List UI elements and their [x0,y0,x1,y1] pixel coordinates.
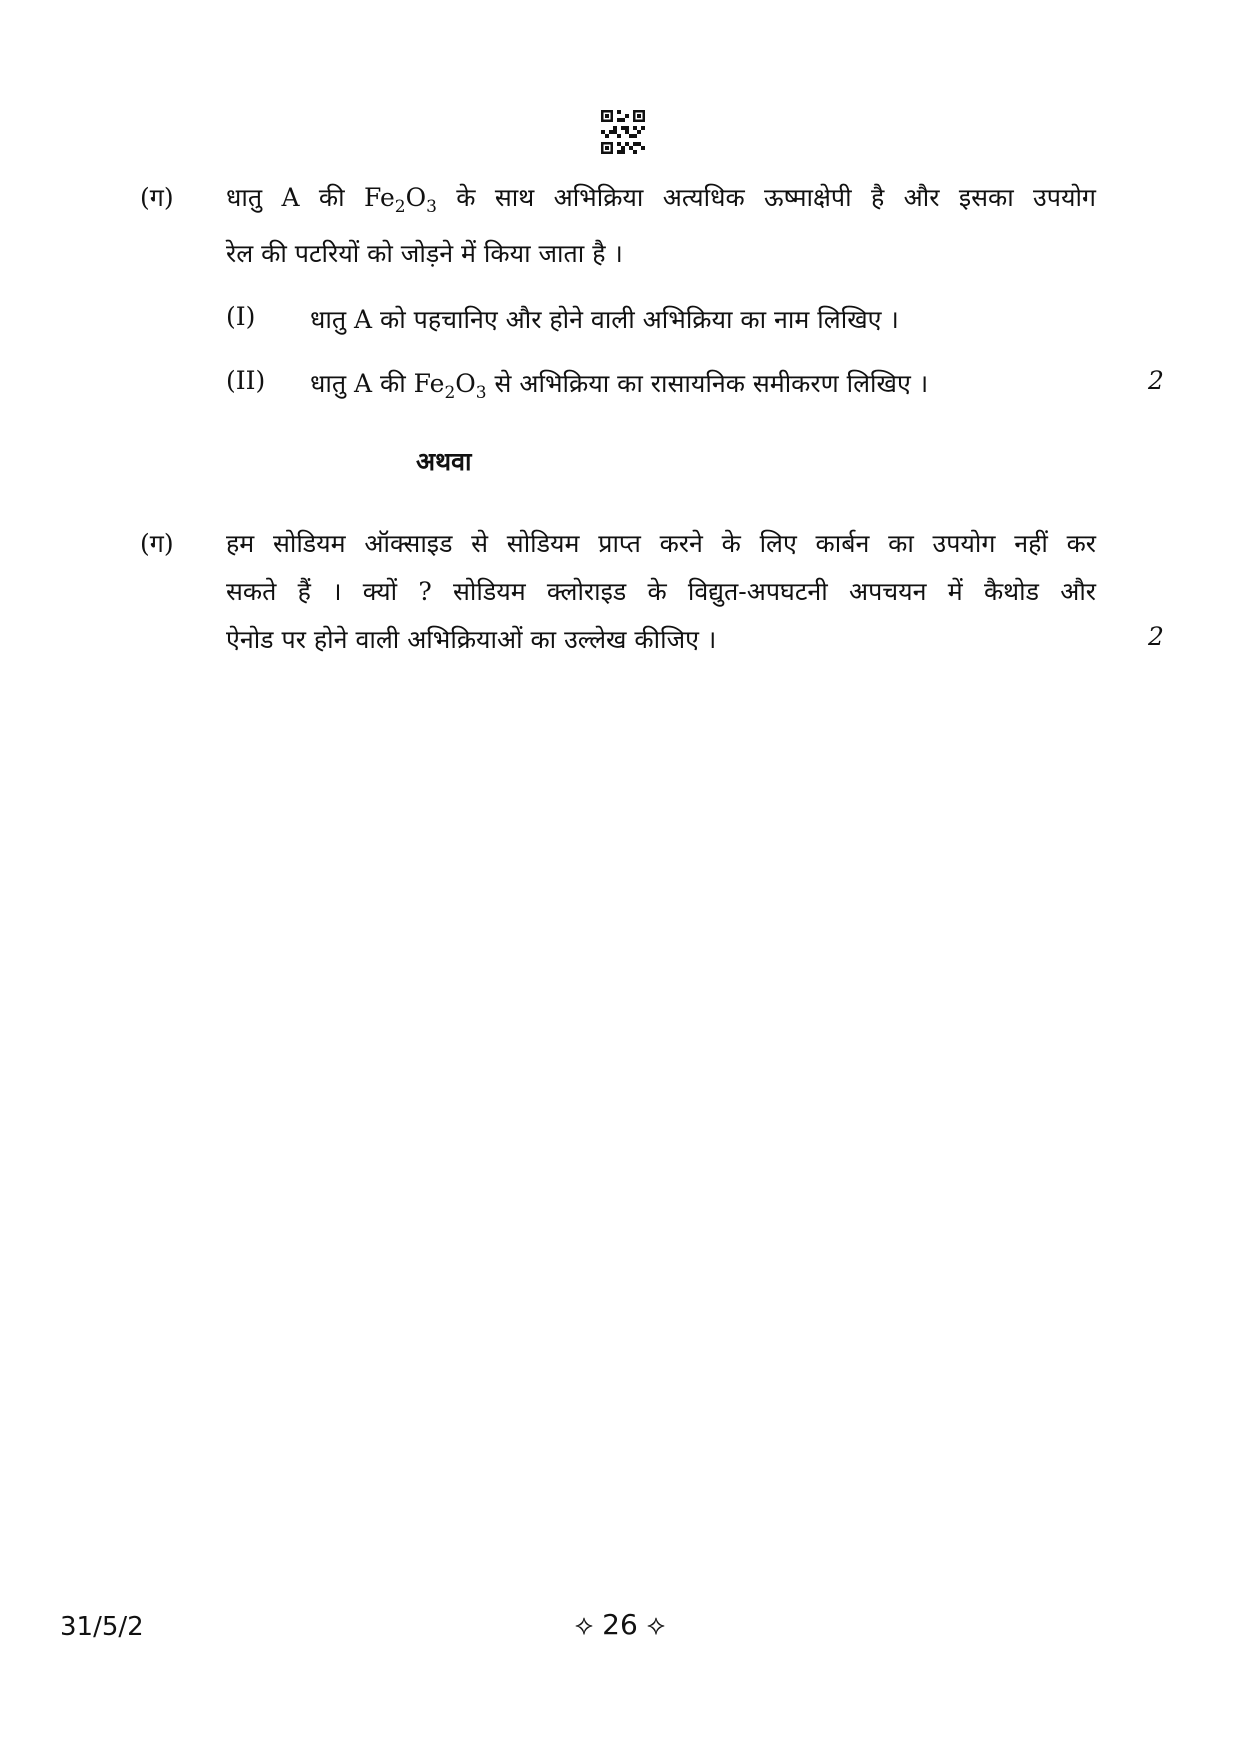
subquestion-label-ii: (II) [226,366,266,395]
marks: 2 [1148,366,1164,395]
question-line-2: रेल की पटरियों को जोड़ने में किया जाता है । [226,239,623,268]
question-label: (ग) [140,529,174,558]
question-line-2: सकते हैं । क्यों ? सोडियम क्लोराइड के विद्युत-अपघटनी अपचयन में कैथोड और [226,577,1096,606]
marks: 2 [1148,622,1164,651]
paper-code: 31/5/2 [60,1612,144,1642]
ornament-left-icon: ⟡ [574,1608,594,1641]
question-label: (ग) [140,183,174,212]
ornament-right-icon: ⟡ [646,1608,666,1641]
subquestion-text-ii: धातु A की $Fe_2O_3$ से अभिक्रिया का रासायनिक समीकरण लिखिए । [310,369,929,403]
qr-code [601,110,645,154]
subquestion-text-i: धातु A को पहचानिए और होने वाली अभिक्रिया का नाम लिखिए । [310,305,899,334]
question-line-1: हम सोडियम ऑक्साइड से सोडियम प्राप्त करने के लिए कार्बन का उपयोग नहीं कर [226,529,1096,558]
or-heading: अथवा [416,447,472,476]
question-line-3: ऐनोड पर होने वाली अभिक्रियाओं का उल्लेख कीजिए । [226,625,717,654]
question-line-1: धातु A की $Fe_2O_3$ के साथ अभिक्रिया अत्यधिक ऊष्माक्षेपी है और इसका उपयोग [226,183,1096,217]
subquestion-label-i: (I) [226,302,256,331]
page-number: ⟡ 26 ⟡ [574,1608,666,1641]
